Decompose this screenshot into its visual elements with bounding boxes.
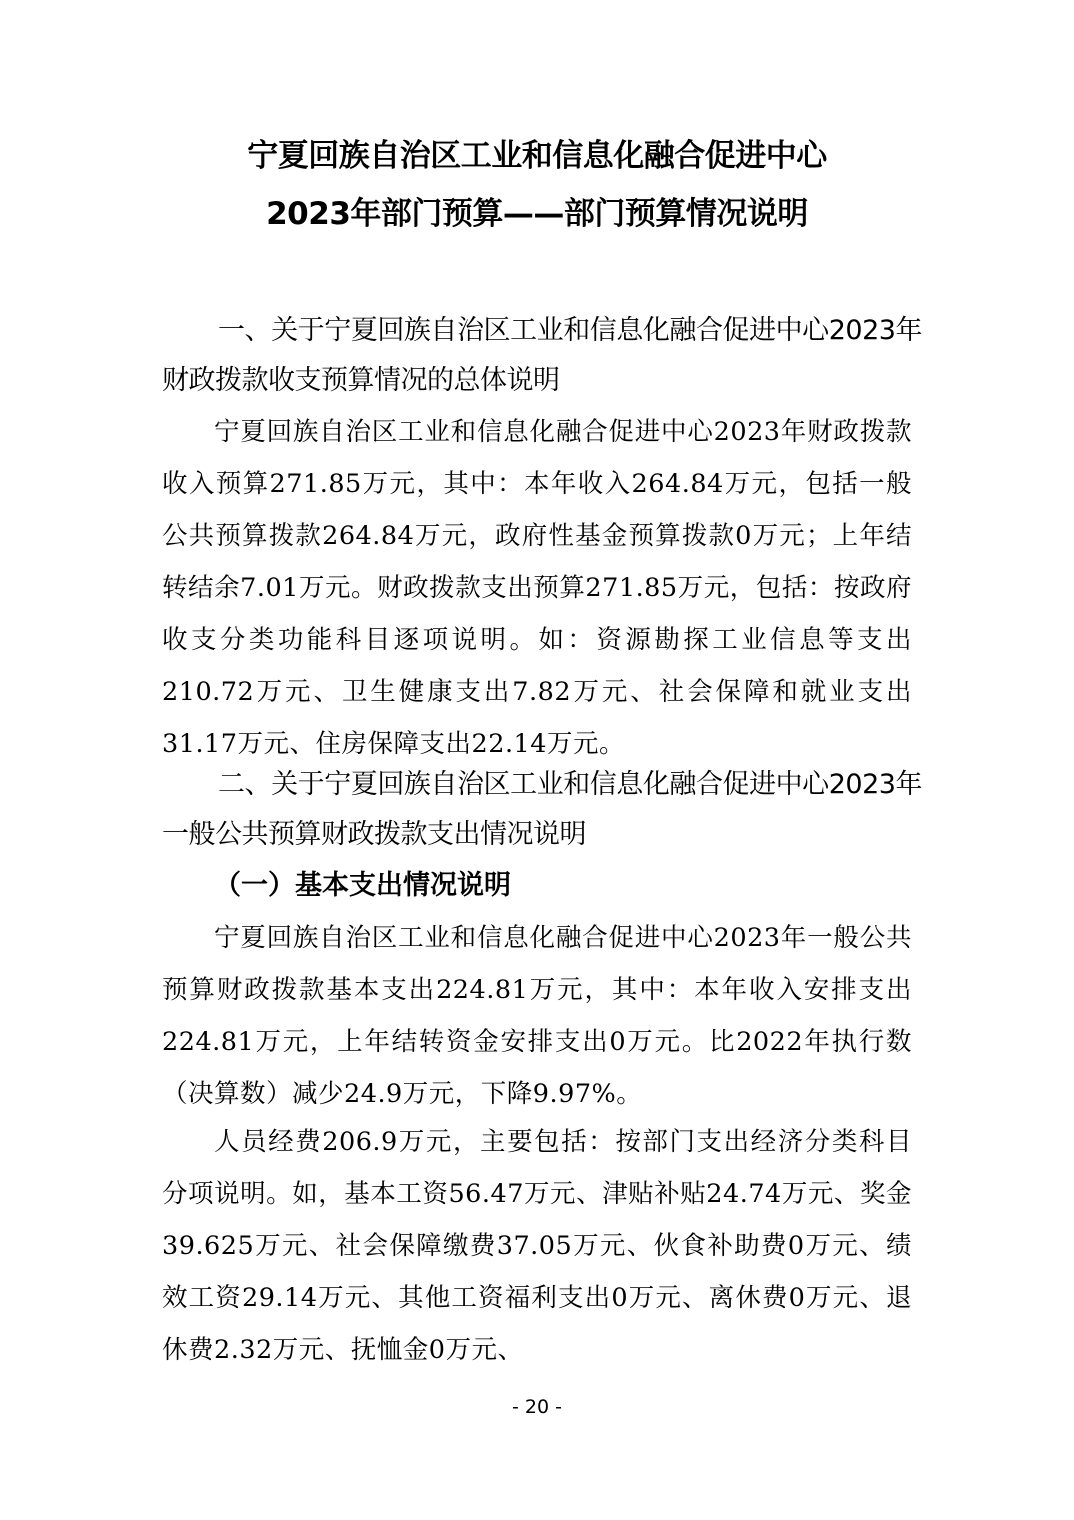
section-1-heading: 一、关于宁夏回族自治区工业和信息化融合促进中心2023年财政拨款收支预算情况的总体说明 [162,315,922,396]
section-2-heading: 二、关于宁夏回族自治区工业和信息化融合促进中心2023年一般公共预算财政拨款支出情况说明 [162,769,922,850]
subsection-1-paragraph-2: 人员经费206.9万元，主要包括：按部门支出经济分类科目分项说明。如，基本工资56.47万元、津贴补贴24.74万元、奖金39.625万元、社会保障缴费37.05万元、伙食补助费0万元、绩效工资29.14万元、其他工资福利支出0万元、离休费0万元、退休费2.32万元、抚恤金0万元、 [162,1127,912,1365]
subsection-1-paragraph-1: 宁夏回族自治区工业和信息化融合促进中心2023年一般公共预算财政拨款基本支出224.81万元，其中：本年收入安排支出224.81万元，上年结转资金安排支出0万元。比2022年执行数（决算数）减少24.9万元，下降9.97%。 [162,923,912,1109]
page-number: - 20 - [512,1396,562,1418]
document-title-line-1: 宁夏回族自治区工业和信息化融合促进中心 [247,138,827,174]
document-title-line-2: 2023年部门预算——部门预算情况说明 [266,196,808,232]
section-1-paragraph: 宁夏回族自治区工业和信息化融合促进中心2023年财政拨款收入预算271.85万元，其中：本年收入264.84万元，包括一般公共预算拨款264.84万元，政府性基金预算拨款0万元；上年结转结余7.01万元。财政拨款支出预算271.85万元，包括：按政府收支分类功能科目逐项说明。如：资源勘探工业信息等支出210.72万元、卫生健康支出7.82万元、社会保障和就业支出31.17万元、住房保障支出22.14万元。 [162,417,912,759]
subsection-1-heading: （一）基本支出情况说明 [214,870,511,901]
